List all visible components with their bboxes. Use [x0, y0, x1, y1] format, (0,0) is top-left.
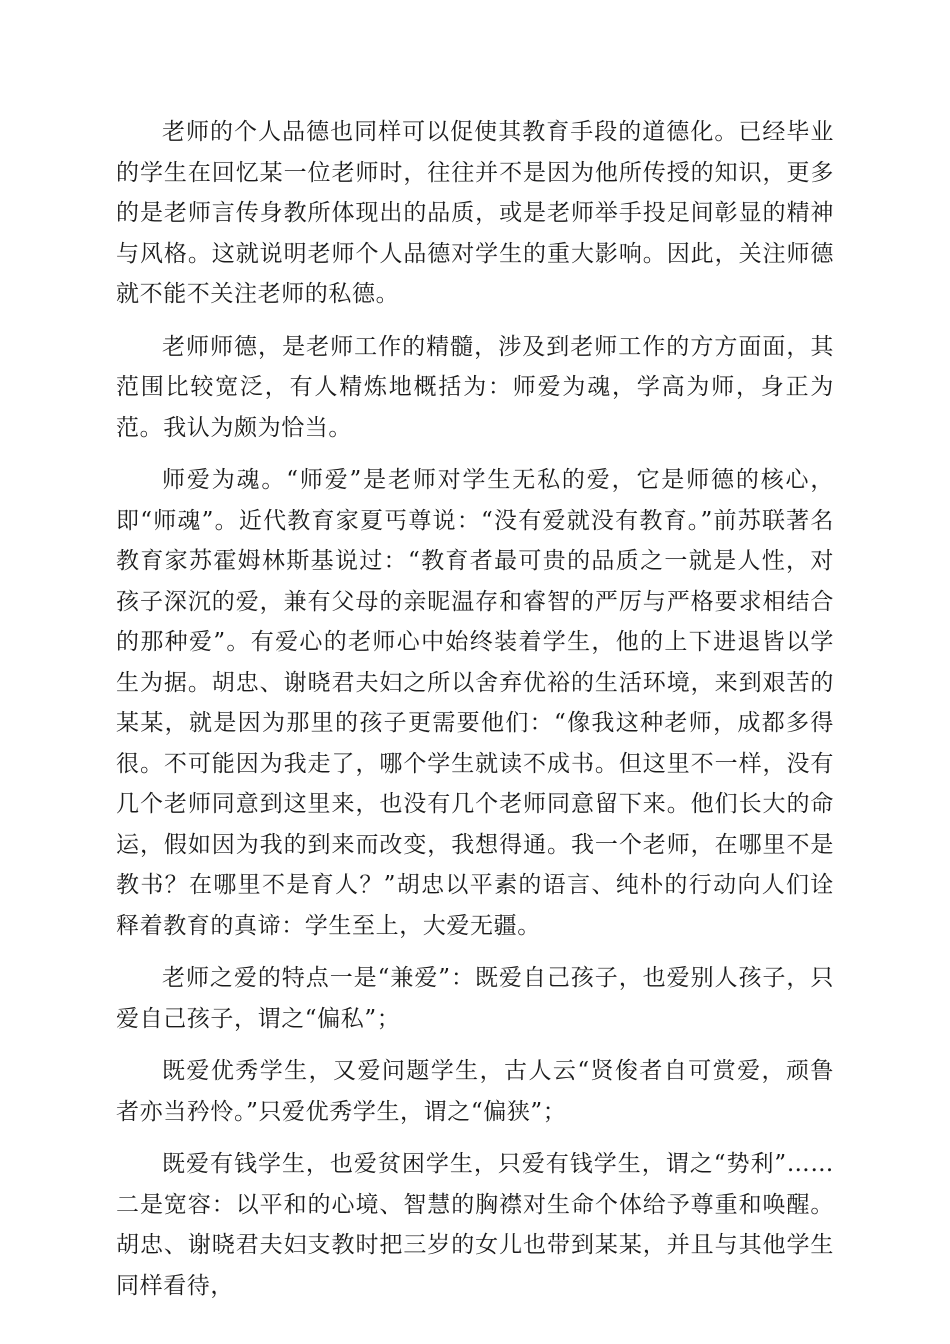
paragraph-4: 老师之爱的特点一是“兼爱”：既爱自己孩子，也爱别人孩子，只爱自己孩子，谓之“偏私”；	[116, 965, 834, 1032]
paragraph-1: 老师的个人品德也同样可以促使其教育手段的道德化。已经毕业的学生在回忆某一位老师时，往往并不是因为他所传授的知识，更多的是老师言传身教所体现出的品质，或是老师举手投足间彰显的精神与风格。这就说明老师个人品德对学生的重大影响。因此，关注师德就不能不关注老师的私德。	[116, 119, 834, 307]
paragraph-2: 老师师德，是老师工作的精髓，涉及到老师工作的方方面面，其范围比较宽泛，有人精炼地概括为：师爱为魂，学高为师，身正为范。我认为颇为恰当。	[116, 333, 834, 441]
paragraph-5: 既爱优秀学生，又爱问题学生，古人云“贤俊者自可赏爱，顽鲁者亦当矜怜。”只爱优秀学生，谓之“偏狭”；	[116, 1058, 834, 1125]
paragraph-6: 既爱有钱学生，也爱贫困学生，只爱有钱学生，谓之“势利”……二是宽容：以平和的心境、智慧的胸襟对生命个体给予尊重和唤醒。胡忠、谢晓君夫妇支教时把三岁的女儿也带到某某，并且与其他学生同样看待，	[116, 1151, 834, 1299]
document-page	[116, 112, 834, 1318]
paragraph-3: 师爱为魂。“师爱”是老师对学生无私的爱，它是师德的核心，即“师魂”。近代教育家夏丐尊说：“没有爱就没有教育。”前苏联著名教育家苏霍姆林斯基说过：“教育者最可贵的品质之一就是人性，对孩子深沉的爱，兼有父母的亲昵温存和睿智的严厉与严格要求相结合的那种爱”。有爱心的老师心中始终装着学生，他的上下进退皆以学生为据。胡忠、谢晓君夫妇之所以舍弃优裕的生活环境，来到艰苦的某某，就是因为那里的孩子更需要他们：“像我这种老师，成都多得很。不可能因为我走了，哪个学生就读不成书。但这里不一样，没有几个老师同意到这里来，也没有几个老师同意留下来。他们长大的命运，假如因为我的到来而改变，我想得通。我一个老师，在哪里不是教书？在哪里不是育人？”胡忠以平素的语言、纯朴的行动向人们诠释着教育的真谛：学生至上，大爱无疆。	[116, 467, 834, 939]
